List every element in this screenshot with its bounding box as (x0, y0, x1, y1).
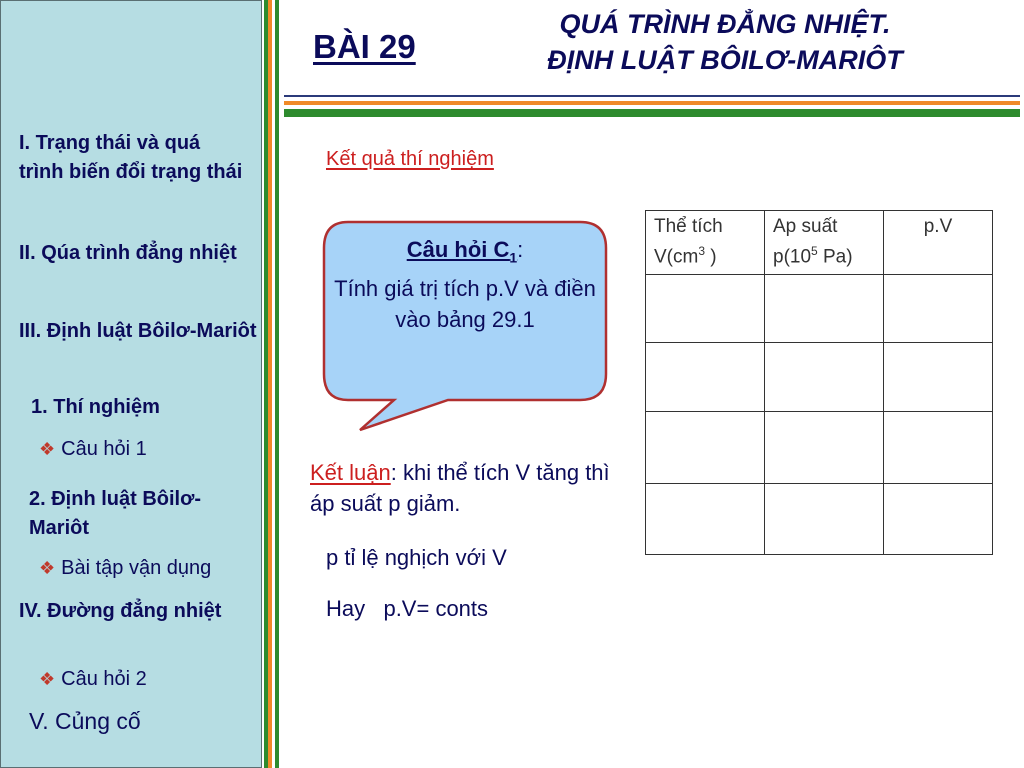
cell-p[interactable] (765, 343, 884, 412)
cell-v[interactable] (646, 412, 765, 484)
bubble-question (330, 234, 600, 273)
cell-pv[interactable] (884, 275, 993, 343)
header-rule-orange (284, 101, 1020, 105)
nav-bullet-label: Bài tập vận dụng (61, 557, 212, 579)
table-row (646, 484, 993, 555)
diamond-bullet-icon: ❖ (39, 439, 56, 459)
table-row (646, 343, 993, 412)
header-pressure (765, 211, 884, 275)
nav-item-4[interactable]: IV. Đường đẳng nhiệt (19, 600, 222, 622)
header-volume-line1: Thể tích (654, 216, 723, 237)
header-product (884, 211, 993, 275)
title-line-1: QUÁ TRÌNH ĐẲNG NHIỆT. (559, 9, 891, 39)
conclusion-label: Kết luận (310, 460, 391, 485)
table-row (646, 275, 993, 343)
data-table (645, 210, 993, 555)
nav-subitem-experiment[interactable]: 1. Thí nghiệm (31, 396, 160, 418)
bubble-body: Tính giá trị tích p.V và điền vào bảng 29.1 (334, 276, 596, 333)
conclusion-colon: : (390, 460, 397, 485)
nav-subitem-law[interactable]: 2. Định luật Bôilơ-Mariôt (29, 488, 201, 539)
question-colon: : (517, 237, 524, 262)
table-row (646, 412, 993, 484)
conclusion-text: khi thể tích V tăng thì áp suất p giảm. (310, 460, 610, 516)
formula-text: Hay p.V= conts (326, 596, 489, 621)
cell-v[interactable] (646, 484, 765, 555)
lesson-number: BÀI 29 (313, 28, 416, 65)
nav-bullet-question-1[interactable] (39, 435, 147, 464)
cell-v[interactable] (646, 343, 765, 412)
cell-p[interactable] (765, 412, 884, 484)
vertical-stripe-green-2 (275, 0, 279, 768)
nav-bullet-question-2[interactable] (39, 665, 147, 694)
sidebar-nav (0, 0, 262, 768)
cell-pv[interactable] (884, 343, 993, 412)
header-rule-green (284, 109, 1020, 117)
results-label: Kết quả thí nghiệm (326, 148, 494, 170)
cell-pv[interactable] (884, 484, 993, 555)
conclusion (310, 457, 630, 519)
nav-item-3[interactable]: III. Định luật Bôilơ-Mariôt (19, 320, 257, 342)
nav-item-1[interactable]: I. Trạng thái và quá trình biến đổi trạng thái (19, 132, 243, 183)
cell-v[interactable] (646, 275, 765, 343)
diamond-bullet-icon: ❖ (39, 558, 56, 578)
cell-p[interactable] (765, 484, 884, 555)
nav-item-5[interactable]: V. Củng cố (29, 708, 141, 734)
table-header-row (646, 211, 993, 275)
nav-bullet-exercise[interactable] (39, 554, 211, 583)
question-subscript: 1 (509, 249, 518, 266)
header-volume (646, 211, 765, 275)
cell-pv[interactable] (884, 412, 993, 484)
bubble-content (330, 234, 600, 335)
header-volume-line2: $V(cm^3$ ) (654, 244, 717, 268)
header-pressure-line2: $p(10^5$ Pa) (773, 244, 853, 268)
nav-item-2[interactable]: II. Qúa trình đẳng nhiệt (19, 242, 237, 264)
inverse-relation-text: p tỉ lệ nghịch với V (326, 545, 507, 570)
header-pressure-line1: Ap suất (773, 216, 838, 237)
title-line-2: ĐỊNH LUẬT BÔILƠ-MARIÔT (547, 45, 903, 75)
header-rule-navy (284, 95, 1020, 97)
nav-bullet-label: Câu hỏi 2 (61, 668, 147, 690)
question-prefix: Câu hỏi C (406, 237, 510, 262)
cell-p[interactable] (765, 275, 884, 343)
page-title (470, 6, 980, 78)
diamond-bullet-icon: ❖ (39, 669, 56, 689)
header-product-label: p.V (923, 216, 953, 237)
nav-bullet-label: Câu hỏi 1 (61, 438, 147, 460)
